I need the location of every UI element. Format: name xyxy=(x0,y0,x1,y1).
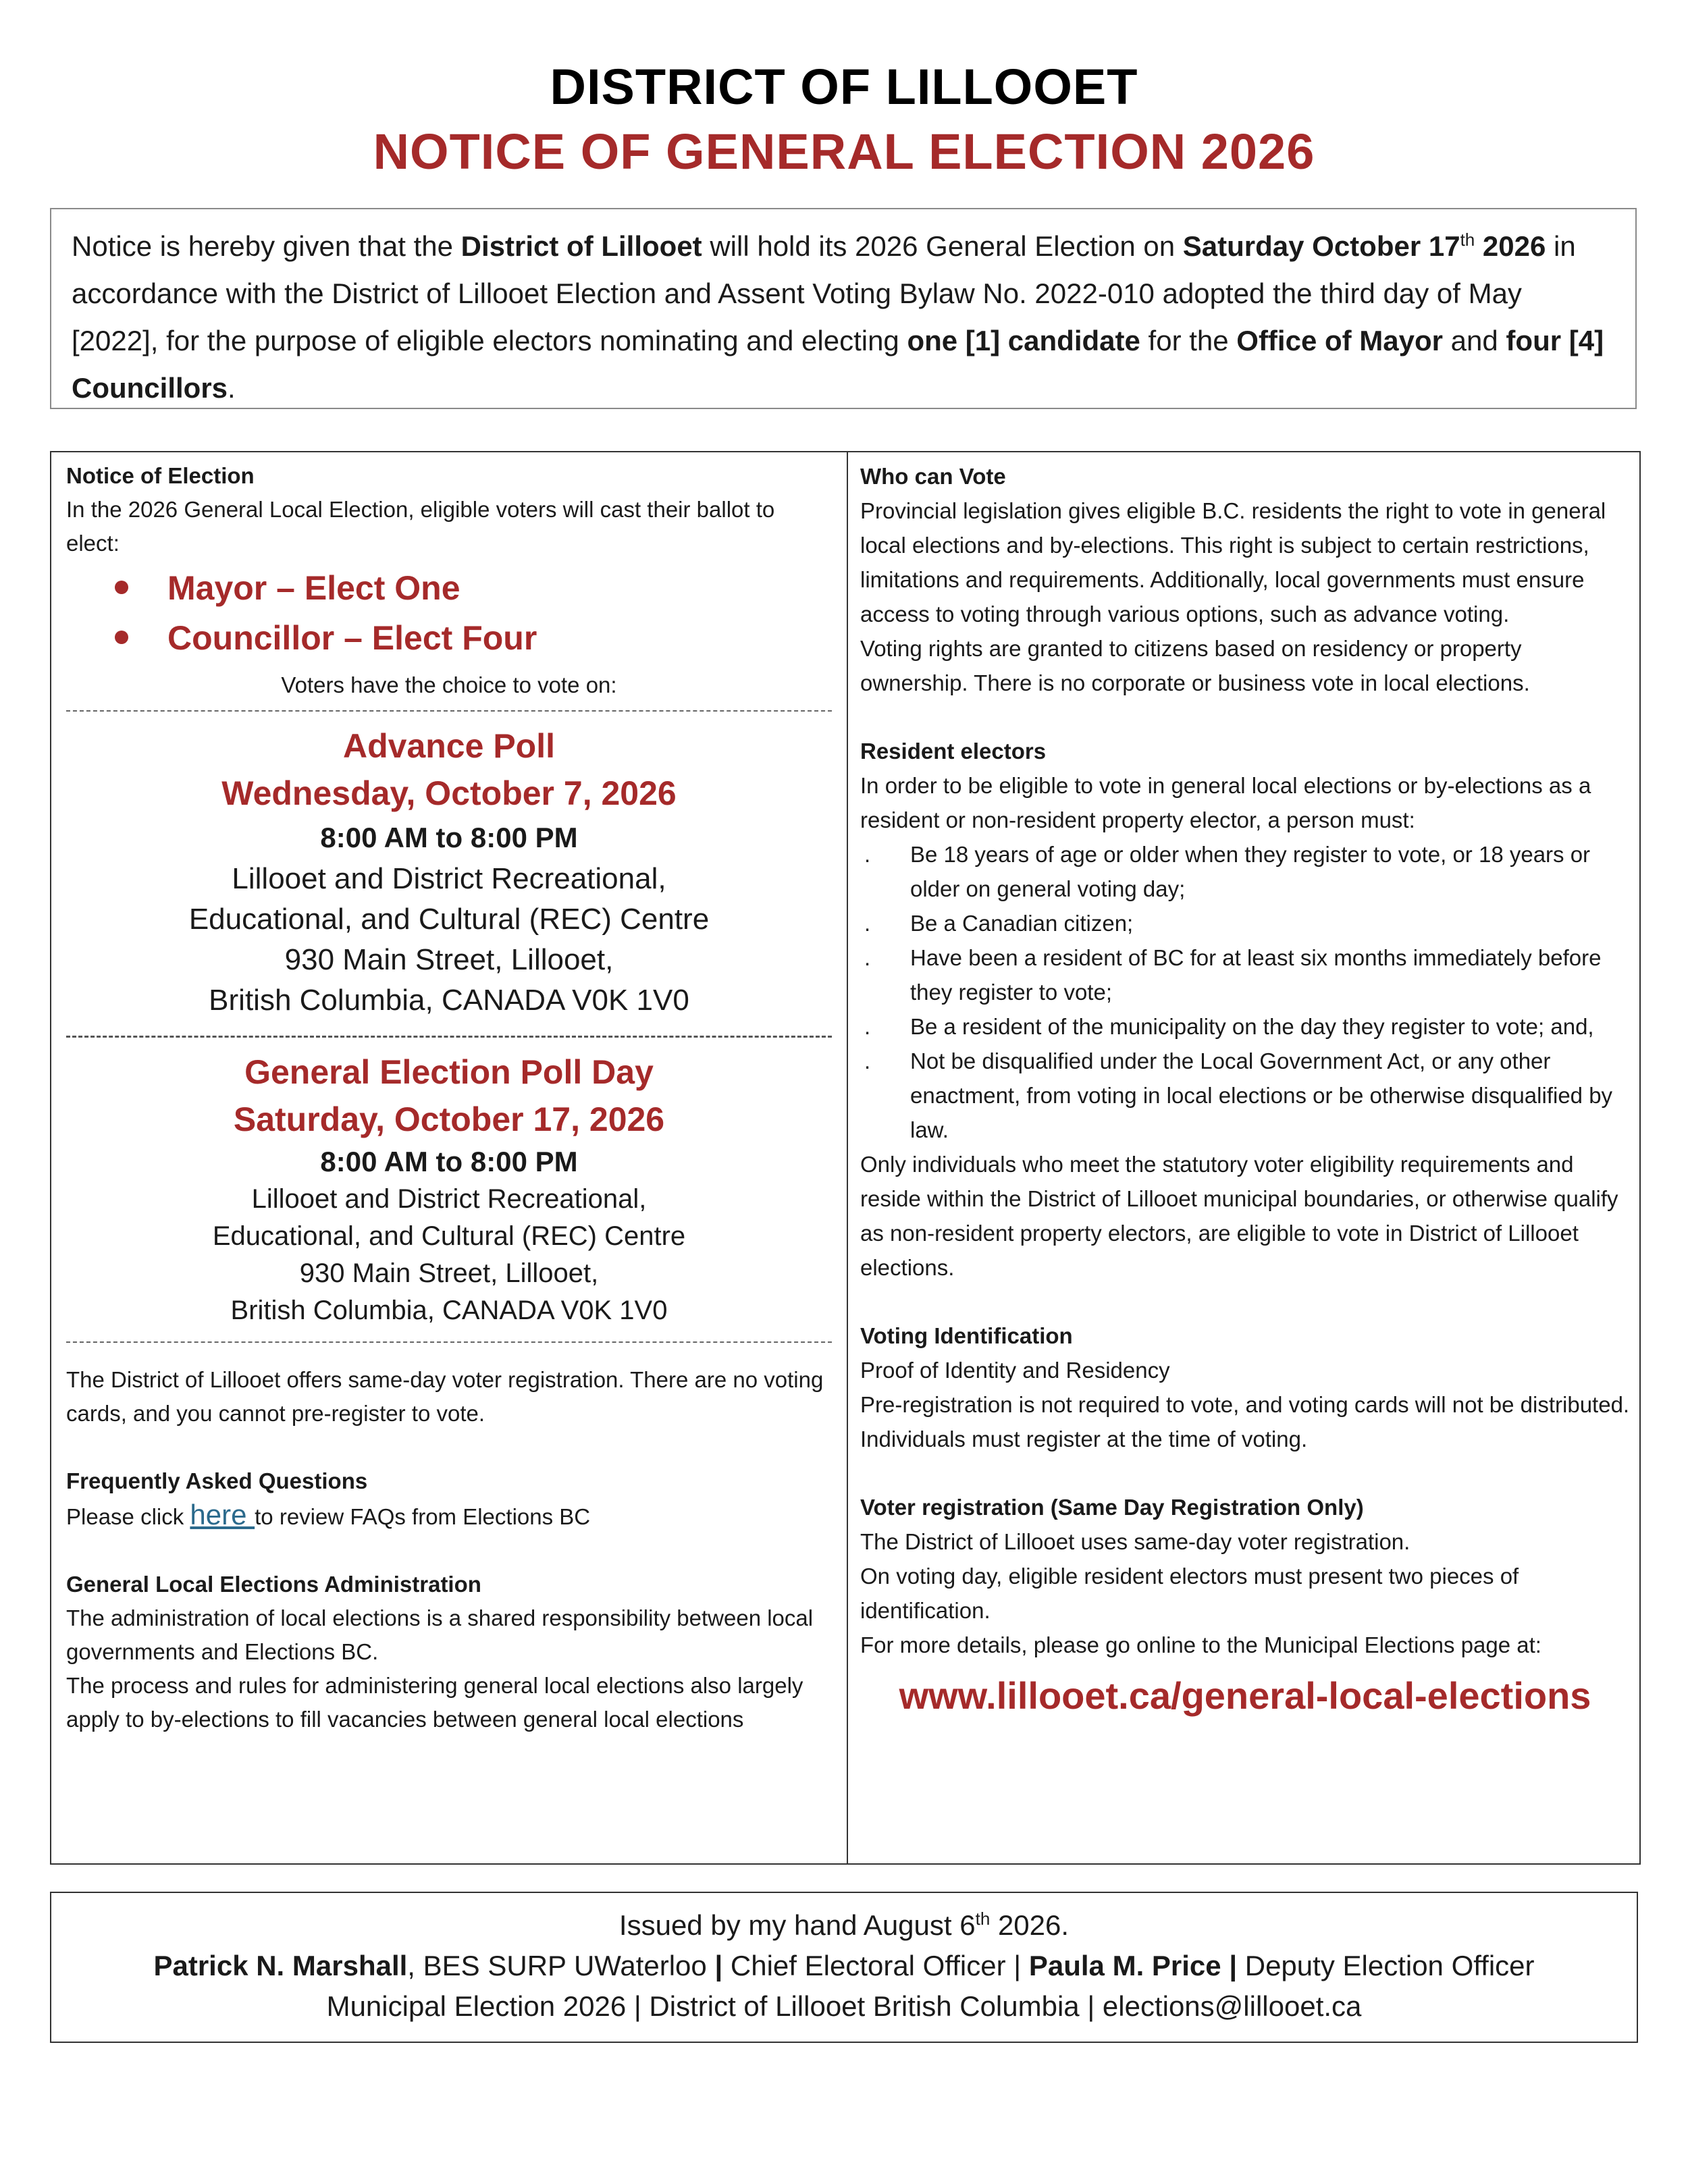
document-title: DISTRICT OF LILLOOET xyxy=(550,59,1138,115)
elections-url-link[interactable]: www.lillooet.ca/general-local-elections xyxy=(899,1674,1591,1717)
intro-councillors: four [4] Councillors xyxy=(72,325,1604,404)
intro-text: . xyxy=(228,372,236,404)
intro-year: 2026 xyxy=(1482,230,1546,262)
requirement-item: . Not be disqualified under the Local Government Act, or any other enactment, from voting in local elections or be otherwise disqualified by law. xyxy=(864,1048,1613,1142)
intro-candidate: one [1] candidate xyxy=(907,325,1140,356)
resident-heading: Resident electors xyxy=(860,739,1047,764)
dashed-divider xyxy=(66,1341,832,1343)
same-day-text: The District of Lillooet offers same-day voter registration. There are no voting cards, and you cannot pre-register to vote. xyxy=(66,1367,824,1426)
registration-text: On voting day, eligible resident electors must present two pieces of identification. xyxy=(860,1564,1519,1623)
notice-heading: Notice of Election xyxy=(66,463,255,488)
requirement-item: . Be 18 years of age or older when they register to vote, or 18 years or older on general voting day; xyxy=(864,842,1591,901)
contact-line: Municipal Election 2026 | District of Lillooet British Columbia | elections@lillooet.ca xyxy=(326,1990,1362,2022)
admin-text: The administration of local elections is a shared responsibility between local governments and Elections BC. xyxy=(66,1605,814,1664)
advance-poll-address: Lillooet and District Recreational, xyxy=(232,862,666,895)
requirement-item: . Have been a resident of BC for at least six months immediately before they register to vote; xyxy=(864,945,1602,1005)
general-poll-address: Educational, and Cultural (REC) Centre xyxy=(212,1221,686,1251)
id-subheading: Proof of Identity and Residency xyxy=(860,1358,1170,1383)
general-poll-address: British Columbia, CANADA V0K 1V0 xyxy=(230,1296,668,1325)
right-column xyxy=(860,459,1630,1723)
general-poll-date: Saturday, October 17, 2026 xyxy=(233,1100,665,1138)
requirement-item: . Be a Canadian citizen; xyxy=(864,911,1134,936)
intro-district: District of Lillooet xyxy=(460,230,702,262)
general-poll-address: 930 Main Street, Lillooet, xyxy=(299,1258,599,1288)
requirement-item: . Be a resident of the municipality on the day they register to vote; and, xyxy=(864,1014,1594,1039)
officer-name: Patrick N. Marshall xyxy=(153,1950,408,1981)
intro-date: Saturday October 17 xyxy=(1182,230,1460,262)
requirements-list xyxy=(860,837,1630,1147)
who-text: Provincial legislation gives eligible B.C. residents the right to vote in general local elections and by-elections. This right is subject to certain restrictions, limitations and requirements. Additionally, local governments must ensure access to voting through various options, such as advance voting. xyxy=(860,498,1606,627)
issued-footer xyxy=(50,1892,1638,2043)
bullet-icon xyxy=(115,581,128,594)
intro-text: will hold its 2026 General Election on xyxy=(702,230,1183,262)
admin-heading: General Local Elections Administration xyxy=(66,1572,481,1597)
advance-poll-section xyxy=(66,722,832,1021)
advance-poll-address: 930 Main Street, Lillooet, xyxy=(284,943,614,976)
registration-text: The District of Lillooet uses same-day voter registration. xyxy=(860,1529,1410,1554)
intro-text: and xyxy=(1443,325,1506,356)
resident-text: In order to be eligible to vote in general local elections or by-elections as a resident or non-resident property elector, a person must: xyxy=(860,773,1591,832)
notice-text: In the 2026 General Local Election, eligible voters will cast their ballot to elect: xyxy=(66,497,775,556)
general-poll-section xyxy=(66,1048,832,1329)
advance-poll-address: Educational, and Cultural (REC) Centre xyxy=(188,903,710,936)
main-info-table xyxy=(50,451,1641,1865)
left-column xyxy=(66,459,832,1736)
advance-poll-time: 8:00 AM to 8:00 PM xyxy=(320,822,578,853)
bullet-icon xyxy=(115,631,128,644)
general-poll-address: Lillooet and District Recreational, xyxy=(251,1184,647,1214)
choice-text: Voters have the choice to vote on: xyxy=(281,672,617,697)
id-text: Pre-registration is not required to vote, and voting cards will not be distributed. Individuals must register at the time of voting. xyxy=(860,1392,1630,1451)
document-subtitle: NOTICE OF GENERAL ELECTION 2026 xyxy=(373,124,1315,180)
dashed-divider xyxy=(66,710,832,712)
eligibility-text: Only individuals who meet the statutory voter eligibility requirements and reside within the District of Lillooet municipal boundaries, or otherwise qualify as non-resident property electors, are eligible to vote in District of Lillooet elections. xyxy=(860,1152,1618,1280)
officers-line: Patrick N. Marshall, BES SURP UWaterloo | Chief Electoral Officer | Paula M. Price | Deputy Election Officer xyxy=(153,1950,1535,1981)
elect-item-mayor: Mayor – Elect One xyxy=(66,563,832,613)
column-divider xyxy=(847,452,848,1863)
intro-text: Notice is hereby given that the xyxy=(72,230,461,262)
who-heading: Who can Vote xyxy=(860,464,1006,489)
officer-name: Paula M. Price xyxy=(1028,1950,1221,1981)
general-poll-time: 8:00 AM to 8:00 PM xyxy=(320,1146,578,1177)
who-text: Voting rights are granted to citizens based on residency or property ownership. There is no corporate or business vote in local elections. xyxy=(860,636,1530,695)
elect-item-councillor: Councillor – Elect Four xyxy=(66,613,832,663)
faq-here-link[interactable]: here xyxy=(190,1499,255,1530)
registration-heading: Voter registration (Same Day Registration Only) xyxy=(860,1495,1364,1520)
faq-heading: Frequently Asked Questions xyxy=(66,1468,368,1493)
issued-line: Issued by my hand August 6th 2026. xyxy=(618,1909,1070,1941)
elect-list xyxy=(66,563,832,663)
intro-text: in accordance with the District of Lillooet Election and Assent Voting Bylaw No. 2022-010 adopted the third day of May [2022], for the purpose of eligible electors nominating and electing xyxy=(72,230,1576,356)
advance-poll-title: Advance Poll xyxy=(343,727,555,765)
intro-notice-box xyxy=(50,208,1637,409)
faq-line: Please click here to review FAQs from Elections BC xyxy=(66,1499,591,1530)
admin-text: The process and rules for administering general local elections also largely apply to by-elections to fill vacancies between general local elections xyxy=(66,1673,803,1732)
intro-date-suffix: th xyxy=(1460,230,1475,250)
id-heading: Voting Identification xyxy=(860,1323,1073,1348)
general-poll-title: General Election Poll Day xyxy=(244,1053,654,1091)
advance-poll-date: Wednesday, October 7, 2026 xyxy=(221,774,677,812)
intro-text: for the xyxy=(1140,325,1237,356)
registration-text: For more details, please go online to the Municipal Elections page at: xyxy=(860,1632,1541,1657)
intro-office: Office of Mayor xyxy=(1236,325,1443,356)
dashed-divider xyxy=(66,1036,832,1038)
advance-poll-address: British Columbia, CANADA V0K 1V0 xyxy=(209,984,689,1017)
